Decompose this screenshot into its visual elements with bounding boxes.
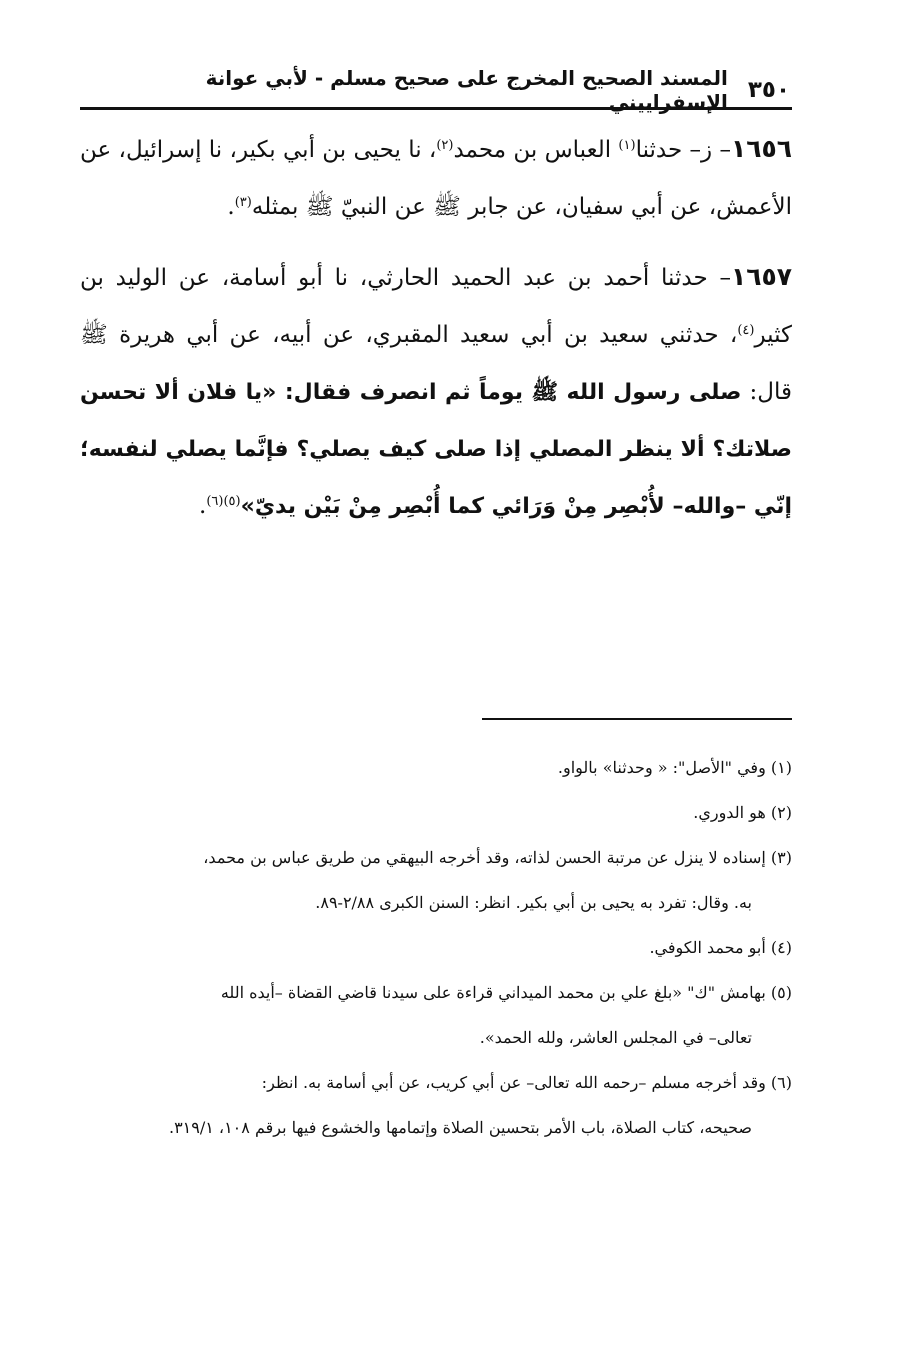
hadith-text: – ز– حدثنا bbox=[635, 137, 731, 163]
page-header bbox=[82, 66, 790, 114]
footnote-ref: (١) bbox=[618, 138, 636, 153]
hadith-text: ، حدثني سعيد بن أبي سعيد المقبري، عن أبيه، عن أبي هريرة ﷺ قال: bbox=[80, 322, 792, 405]
footnote-number: (٤) bbox=[770, 938, 792, 957]
footnote bbox=[80, 835, 792, 925]
footnote-text: وقد أخرجه مسلم –رحمه الله تعالى– عن أبي كريب، عن أبي أسامة به. انظر: bbox=[261, 1073, 766, 1092]
hadith-matn: صلى رسول الله ﷺ يوماً ثم انصرف فقال: «يا فلان ألا تحسن صلاتك؟ ألا ينظر المصلي إذا صلى كيف يصلي؟ فإنَّما يصلي لنفسه؛ إنّي –والله– لأُبْصِر مِنْ وَرَائي كما أُبْصِر مِنْ بَيْن يديّ» bbox=[80, 380, 792, 519]
hadith-text: . bbox=[227, 194, 235, 220]
footnote bbox=[80, 970, 792, 1060]
footnote-ref: (٦) bbox=[206, 494, 224, 509]
footnote-number: (١) bbox=[770, 758, 792, 777]
footnote-ref: (٤) bbox=[737, 323, 755, 338]
footnotes bbox=[80, 745, 792, 1150]
footnote-number: (٦) bbox=[770, 1073, 792, 1092]
book-title: المسند الصحيح المخرج على صحيح مسلم - لأبي عوانة الإسفراييني bbox=[205, 66, 728, 114]
hadith-number: ١٦٥٧ bbox=[730, 262, 792, 291]
footnote-text: هو الدوري. bbox=[693, 803, 766, 822]
footnote-text: به. وقال: تفرد به يحيى بن أبي بكير. انظر: السنن الكبرى ٢/٨٨-٨٩. bbox=[315, 893, 752, 912]
hadith-text: . bbox=[199, 493, 207, 519]
footnote-ref: (٣) bbox=[234, 195, 252, 210]
footnote-ref: (٢) bbox=[436, 138, 454, 153]
footnote-number: (٢) bbox=[770, 803, 792, 822]
footnote bbox=[80, 925, 792, 970]
footnote-number: (٥) bbox=[770, 983, 792, 1002]
footnote-text: تعالى– في المجلس العاشر، ولله الحمد». bbox=[479, 1028, 752, 1047]
header-rule bbox=[80, 107, 792, 110]
page-number: ٣٥٠ bbox=[747, 77, 790, 103]
footnote-rule bbox=[482, 718, 792, 720]
hadith-1657 bbox=[80, 248, 792, 535]
footnote-text: بهامش "ك" «بلغ علي بن محمد الميداني قراءة على سيدنا قاضي القضاة –أيده الله bbox=[220, 983, 766, 1002]
main-text bbox=[80, 120, 792, 547]
footnote-text: إسناده لا ينزل عن مرتبة الحسن لذاته، وقد أخرجه البيهقي من طريق عباس بن محمد، bbox=[203, 848, 766, 867]
footnote bbox=[80, 1060, 792, 1150]
hadith-text: ، نا يحيى بن أبي بكير، نا إسرائيل، عن الأعمش، عن أبي سفيان، عن جابر ﷺ عن النبيّ ﷺ بمثله bbox=[80, 137, 792, 220]
footnote-ref: (٥) bbox=[223, 494, 241, 509]
footnote-text: أبو محمد الكوفي. bbox=[649, 938, 766, 957]
footnote-number: (٣) bbox=[770, 848, 792, 867]
hadith-text: – حدثنا أحمد بن عبد الحميد الحارثي، نا أبو أسامة، عن الوليد بن كثير bbox=[80, 265, 792, 348]
hadith-text: العباس بن محمد bbox=[453, 137, 619, 163]
footnote-text: صحيحه، كتاب الصلاة، باب الأمر بتحسين الصلاة وإتمامها والخشوع فيها برقم ١٠٨، ٣١٩/١. bbox=[168, 1118, 752, 1137]
hadith-1656 bbox=[80, 120, 792, 236]
footnote-text: وفي "الأصل": « وحدثنا» بالواو. bbox=[557, 758, 766, 777]
hadith-number: ١٦٥٦ bbox=[730, 134, 792, 163]
footnote bbox=[80, 790, 792, 835]
footnote bbox=[80, 745, 792, 790]
